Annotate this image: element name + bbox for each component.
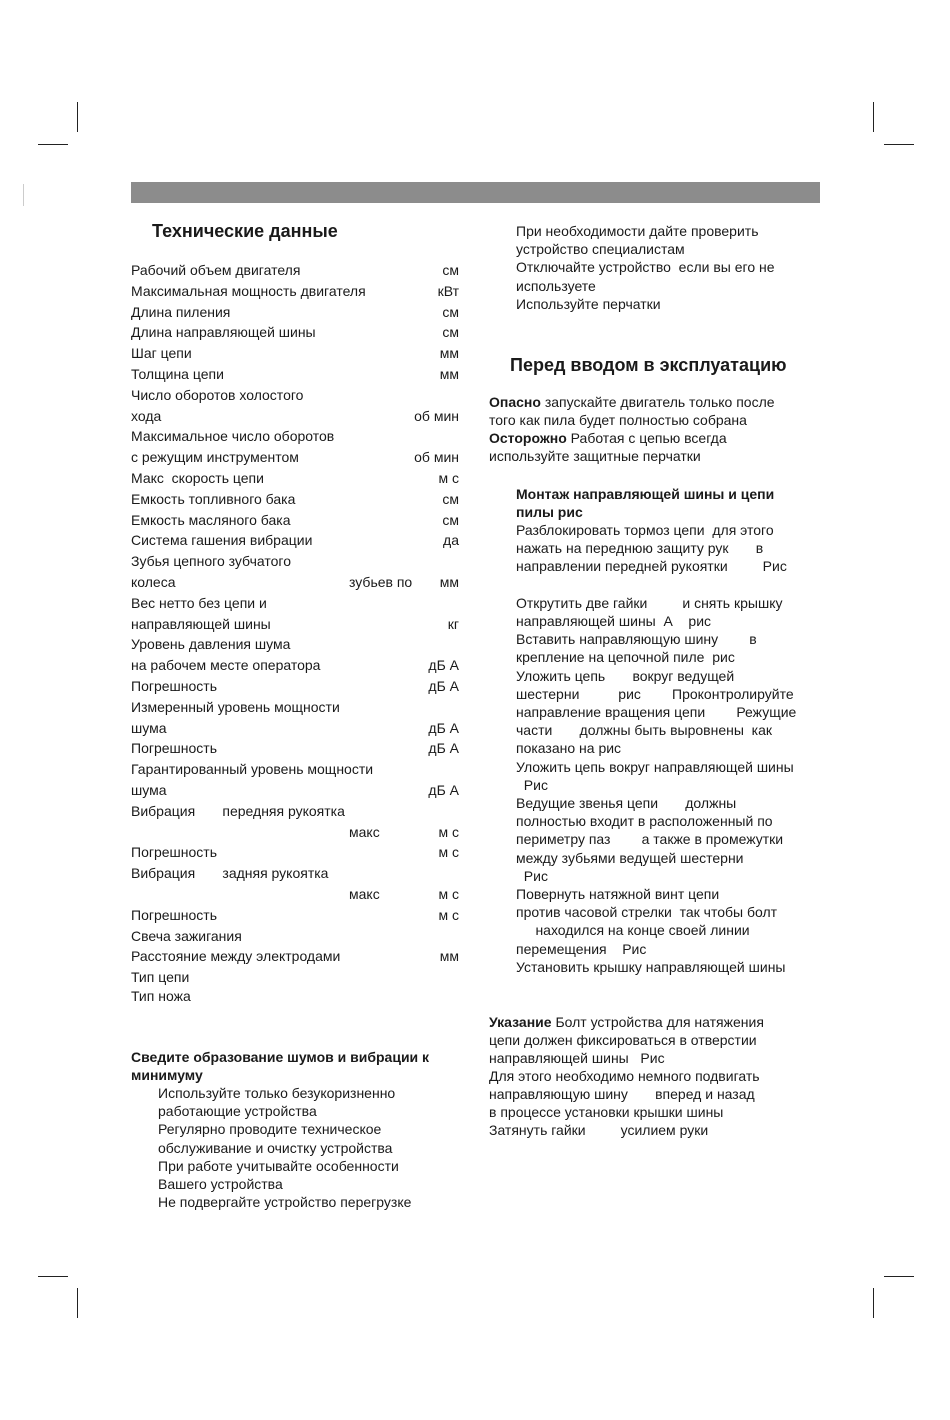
spec-label: Рабочий объем двигателя bbox=[131, 262, 301, 278]
spec-unit: м с bbox=[438, 823, 459, 840]
safety-line: устройство специалистам bbox=[516, 241, 685, 258]
spec-row bbox=[131, 698, 459, 716]
spec-unit: мм bbox=[439, 948, 459, 965]
spec-unit bbox=[419, 635, 459, 653]
safety-list bbox=[516, 222, 775, 313]
mount-step-line: крепление на цепочной пиле рис bbox=[516, 649, 735, 666]
spec-row bbox=[131, 781, 459, 799]
mount-step-line: полностью входит в расположенный по bbox=[516, 813, 773, 830]
spec-unit bbox=[419, 927, 459, 945]
spec-label: Длина пиления bbox=[131, 303, 231, 320]
spec-unit bbox=[419, 386, 459, 404]
spec-unit bbox=[419, 968, 459, 986]
spec-row bbox=[131, 427, 459, 445]
mount-step-line: нажать на переднюю защиту рук в bbox=[516, 540, 764, 557]
spec-row bbox=[131, 823, 459, 841]
note-text: Болт устройства для натяжения bbox=[551, 1014, 764, 1030]
mount-step-line: против часовой стрелки так чтобы болт bbox=[516, 904, 778, 921]
spec-row bbox=[131, 968, 459, 986]
spec-unit bbox=[419, 698, 459, 716]
spec-unit: см bbox=[442, 490, 459, 507]
spec-label: Тип цепи bbox=[131, 969, 190, 986]
spec-label: Погрешность bbox=[131, 906, 217, 923]
spec-row bbox=[131, 448, 459, 466]
spec-label: направляющей шины bbox=[131, 615, 271, 632]
spec-sublabel: зубьев по bbox=[349, 573, 413, 590]
spec-row bbox=[131, 906, 459, 924]
spec-row bbox=[131, 303, 459, 321]
spec-row bbox=[131, 490, 459, 508]
spec-unit: мм bbox=[439, 365, 459, 382]
spec-label: Зубья цепного зубчатого bbox=[131, 553, 291, 570]
mount-step-line: Установить крышку направляющей шины bbox=[516, 958, 786, 975]
note-line: цепи должен фиксироваться в отверстии bbox=[489, 1032, 757, 1048]
spec-unit: см bbox=[442, 511, 459, 528]
spec-row bbox=[131, 594, 459, 612]
mount-step-line: Повернуть натяжной винт цепи bbox=[516, 886, 720, 903]
safety-line: используете bbox=[516, 277, 596, 294]
mount-step-line: Вставить направляющую шину в bbox=[516, 631, 757, 648]
spec-label: шума bbox=[131, 781, 167, 798]
spec-row bbox=[131, 552, 459, 570]
spec-unit: дБ А bbox=[428, 781, 459, 798]
spec-label: Гарантированный уровень мощности bbox=[131, 761, 374, 778]
note-label: Указание bbox=[489, 1014, 552, 1030]
mount-step-line: Разблокировать тормоз цепи для этого bbox=[516, 522, 774, 538]
spec-label: Система гашения вибрации bbox=[131, 532, 313, 549]
note-block bbox=[489, 1013, 824, 1139]
spec-label: колеса bbox=[131, 573, 176, 590]
mount-title-line: Монтаж направляющей шины и цепи bbox=[516, 486, 775, 502]
mount-step-line: перемещения Рис bbox=[516, 940, 647, 957]
spec-unit: об мин bbox=[414, 449, 459, 466]
spec-unit: см bbox=[442, 262, 459, 278]
mount-step-line: направляющей шины А рис bbox=[516, 613, 712, 629]
mount-step-line: части должны быть выровнены как bbox=[516, 722, 773, 739]
spec-label: Число оборотов холостого bbox=[131, 386, 304, 403]
danger-text-2: того как пила будет полностью собрана bbox=[489, 412, 747, 428]
mount-step-line: направление вращения цепи Режущие bbox=[516, 704, 797, 721]
spec-label: Расстояние между электродами bbox=[131, 948, 341, 965]
mount-step-line: Рис bbox=[516, 776, 548, 793]
crop-mark bbox=[77, 1288, 78, 1318]
mount-title bbox=[516, 485, 774, 521]
spec-label: Погрешность bbox=[131, 677, 217, 694]
spec-label bbox=[131, 885, 349, 903]
caution-text: Работая с цепью всегда bbox=[566, 430, 727, 446]
spec-label: хода bbox=[131, 407, 162, 424]
spec-unit: дБ А bbox=[428, 719, 459, 736]
spec-unit: мм bbox=[439, 345, 459, 362]
knife-type-label: Тип ножа bbox=[131, 988, 191, 1004]
spec-row bbox=[131, 511, 459, 529]
spec-row bbox=[131, 947, 459, 965]
spec-row bbox=[131, 927, 459, 945]
spec-row bbox=[131, 261, 459, 279]
spec-label: Вес нетто без цепи и bbox=[131, 594, 267, 611]
mount-step-line: периметру паз а также в промежутки bbox=[516, 831, 784, 848]
mount-step-line: Уложить цепь вокруг ведущей bbox=[516, 667, 735, 684]
caution-text-2: используйте защитные перчатки bbox=[489, 448, 701, 464]
spec-row bbox=[131, 739, 459, 757]
specs-table bbox=[131, 261, 459, 989]
note-line: в процессе установки крышки шины bbox=[489, 1104, 724, 1120]
spec-label: Погрешность bbox=[131, 844, 217, 861]
note-line: направляющую шину вперед и назад bbox=[489, 1086, 755, 1102]
spec-unit: дБ А bbox=[428, 657, 459, 674]
spec-unit: дБ А bbox=[428, 677, 459, 694]
spec-row bbox=[131, 469, 459, 487]
header-bar bbox=[131, 182, 820, 203]
spec-row bbox=[131, 802, 459, 820]
spec-row bbox=[131, 323, 459, 341]
crop-mark bbox=[38, 1276, 68, 1277]
mount-step-line: направлении передней рукоятки Рис bbox=[516, 558, 787, 575]
mount-step-line: Рис bbox=[516, 867, 548, 884]
danger-text: запускайте двигатель только после bbox=[540, 394, 775, 410]
spec-unit: см bbox=[442, 324, 459, 341]
noise-line: Вашего устройства bbox=[158, 1176, 283, 1193]
spec-row bbox=[131, 864, 459, 882]
safety-line: При необходимости дайте проверить bbox=[516, 223, 759, 239]
safety-line: Используйте перчатки bbox=[516, 295, 661, 312]
spec-row bbox=[131, 885, 459, 903]
mount-title-line: пилы рис bbox=[516, 504, 583, 520]
spec-row bbox=[131, 386, 459, 404]
specs-title: Технические данные bbox=[152, 221, 338, 241]
crop-mark bbox=[884, 1276, 914, 1277]
spec-row bbox=[131, 365, 459, 383]
spec-unit: м с bbox=[438, 469, 459, 486]
spec-label: шума bbox=[131, 719, 167, 736]
crop-mark bbox=[77, 102, 78, 132]
startup-warnings bbox=[489, 393, 819, 465]
mount-step-line: Открутить две гайки и снять крышку bbox=[516, 594, 783, 611]
caution-label: Осторожно bbox=[489, 430, 567, 446]
mount-step-line: шестерни рис Проконтролируйте bbox=[516, 685, 794, 702]
noise-line: Используйте только безукоризненно bbox=[158, 1085, 396, 1101]
spec-unit bbox=[419, 552, 459, 570]
danger-label: Опасно bbox=[489, 394, 541, 410]
spec-label: Уровень давления шума bbox=[131, 636, 291, 653]
mount-step-line: находился на конце своей линии bbox=[516, 922, 750, 939]
spec-label: с режущим инструментом bbox=[131, 449, 299, 466]
spec-unit bbox=[419, 802, 459, 820]
spec-row bbox=[131, 719, 459, 737]
crop-mark bbox=[23, 184, 24, 206]
mount-step-line: показано на рис bbox=[516, 740, 622, 757]
note-line: направляющей шины Рис bbox=[489, 1050, 665, 1066]
spec-unit: об мин bbox=[414, 407, 459, 424]
noise-line: Не подвергайте устройство перегрузке bbox=[158, 1194, 412, 1211]
crop-mark bbox=[884, 144, 914, 145]
spec-row bbox=[131, 282, 459, 300]
mount-steps bbox=[516, 521, 796, 976]
mount-step-line: Уложить цепь вокруг направляющей шины bbox=[516, 758, 794, 775]
spec-unit: м с bbox=[438, 885, 459, 902]
spec-label: Толщина цепи bbox=[131, 365, 224, 382]
spec-label bbox=[131, 823, 349, 841]
note-line: Для этого необходимо немного подвигать bbox=[489, 1068, 760, 1084]
crop-mark bbox=[873, 102, 874, 132]
spec-unit: см bbox=[442, 303, 459, 320]
spec-unit: дБ А bbox=[428, 740, 459, 757]
spec-unit: да bbox=[443, 532, 459, 549]
spec-unit bbox=[419, 594, 459, 612]
spec-unit: м с bbox=[438, 906, 459, 923]
startup-title: Перед вводом в эксплуатацию bbox=[510, 355, 787, 375]
spec-label: Емкость масляного бака bbox=[131, 511, 291, 528]
spec-row bbox=[131, 760, 459, 778]
spec-unit bbox=[419, 760, 459, 778]
spec-label: Вибрация задняя рукоятка bbox=[131, 865, 329, 882]
noise-title: Сведите образование шумов и вибрации к минимуму bbox=[131, 1049, 430, 1083]
spec-row bbox=[131, 677, 459, 695]
spec-row bbox=[131, 656, 459, 674]
spec-unit: м с bbox=[438, 844, 459, 861]
mount-step-line: Ведущие звенья цепи должны bbox=[516, 795, 737, 812]
spec-label: Максимальное число оборотов bbox=[131, 428, 335, 445]
spec-row bbox=[131, 615, 459, 633]
spec-row bbox=[131, 531, 459, 549]
spec-label: Вибрация передняя рукоятка bbox=[131, 802, 345, 819]
spec-unit: кг bbox=[447, 615, 459, 632]
spec-unit bbox=[419, 864, 459, 882]
note-line: Затянуть гайки усилием руки bbox=[489, 1122, 709, 1138]
spec-label: на рабочем месте оператора bbox=[131, 657, 321, 674]
spec-unit: мм bbox=[439, 573, 459, 590]
noise-list bbox=[158, 1084, 411, 1211]
spec-row bbox=[131, 344, 459, 362]
spec-row bbox=[131, 843, 459, 861]
spec-label: Погрешность bbox=[131, 740, 217, 757]
spec-unit: кВт bbox=[437, 282, 459, 299]
spec-label: Емкость топливного бака bbox=[131, 490, 296, 507]
spec-row bbox=[131, 573, 459, 591]
crop-mark bbox=[38, 144, 68, 145]
noise-line: работающие устройства bbox=[158, 1103, 317, 1120]
spec-row bbox=[131, 635, 459, 653]
spec-row bbox=[131, 407, 459, 425]
spec-label: Длина направляющей шины bbox=[131, 324, 316, 341]
mount-step-line: между зубьями ведущей шестерни bbox=[516, 849, 744, 866]
spec-label: Максимальная мощность двигателя bbox=[131, 282, 366, 299]
spec-unit bbox=[419, 427, 459, 445]
spec-label: Измеренный уровень мощности bbox=[131, 698, 340, 715]
crop-mark bbox=[873, 1288, 874, 1318]
noise-line: При работе учитывайте особенности bbox=[158, 1157, 399, 1174]
noise-line: Регулярно проводите техническое bbox=[158, 1121, 382, 1138]
noise-line: обслуживание и очистку устройства bbox=[158, 1139, 393, 1156]
spec-sublabel: макс bbox=[349, 885, 380, 902]
spec-label: Свеча зажигания bbox=[131, 927, 242, 944]
safety-line: Отключайте устройство если вы его не bbox=[516, 259, 775, 276]
spec-sublabel: макс bbox=[349, 823, 380, 840]
spec-label: Макс скорость цепи bbox=[131, 469, 264, 486]
mount-step-line bbox=[516, 576, 796, 594]
spec-label: Шаг цепи bbox=[131, 345, 192, 362]
